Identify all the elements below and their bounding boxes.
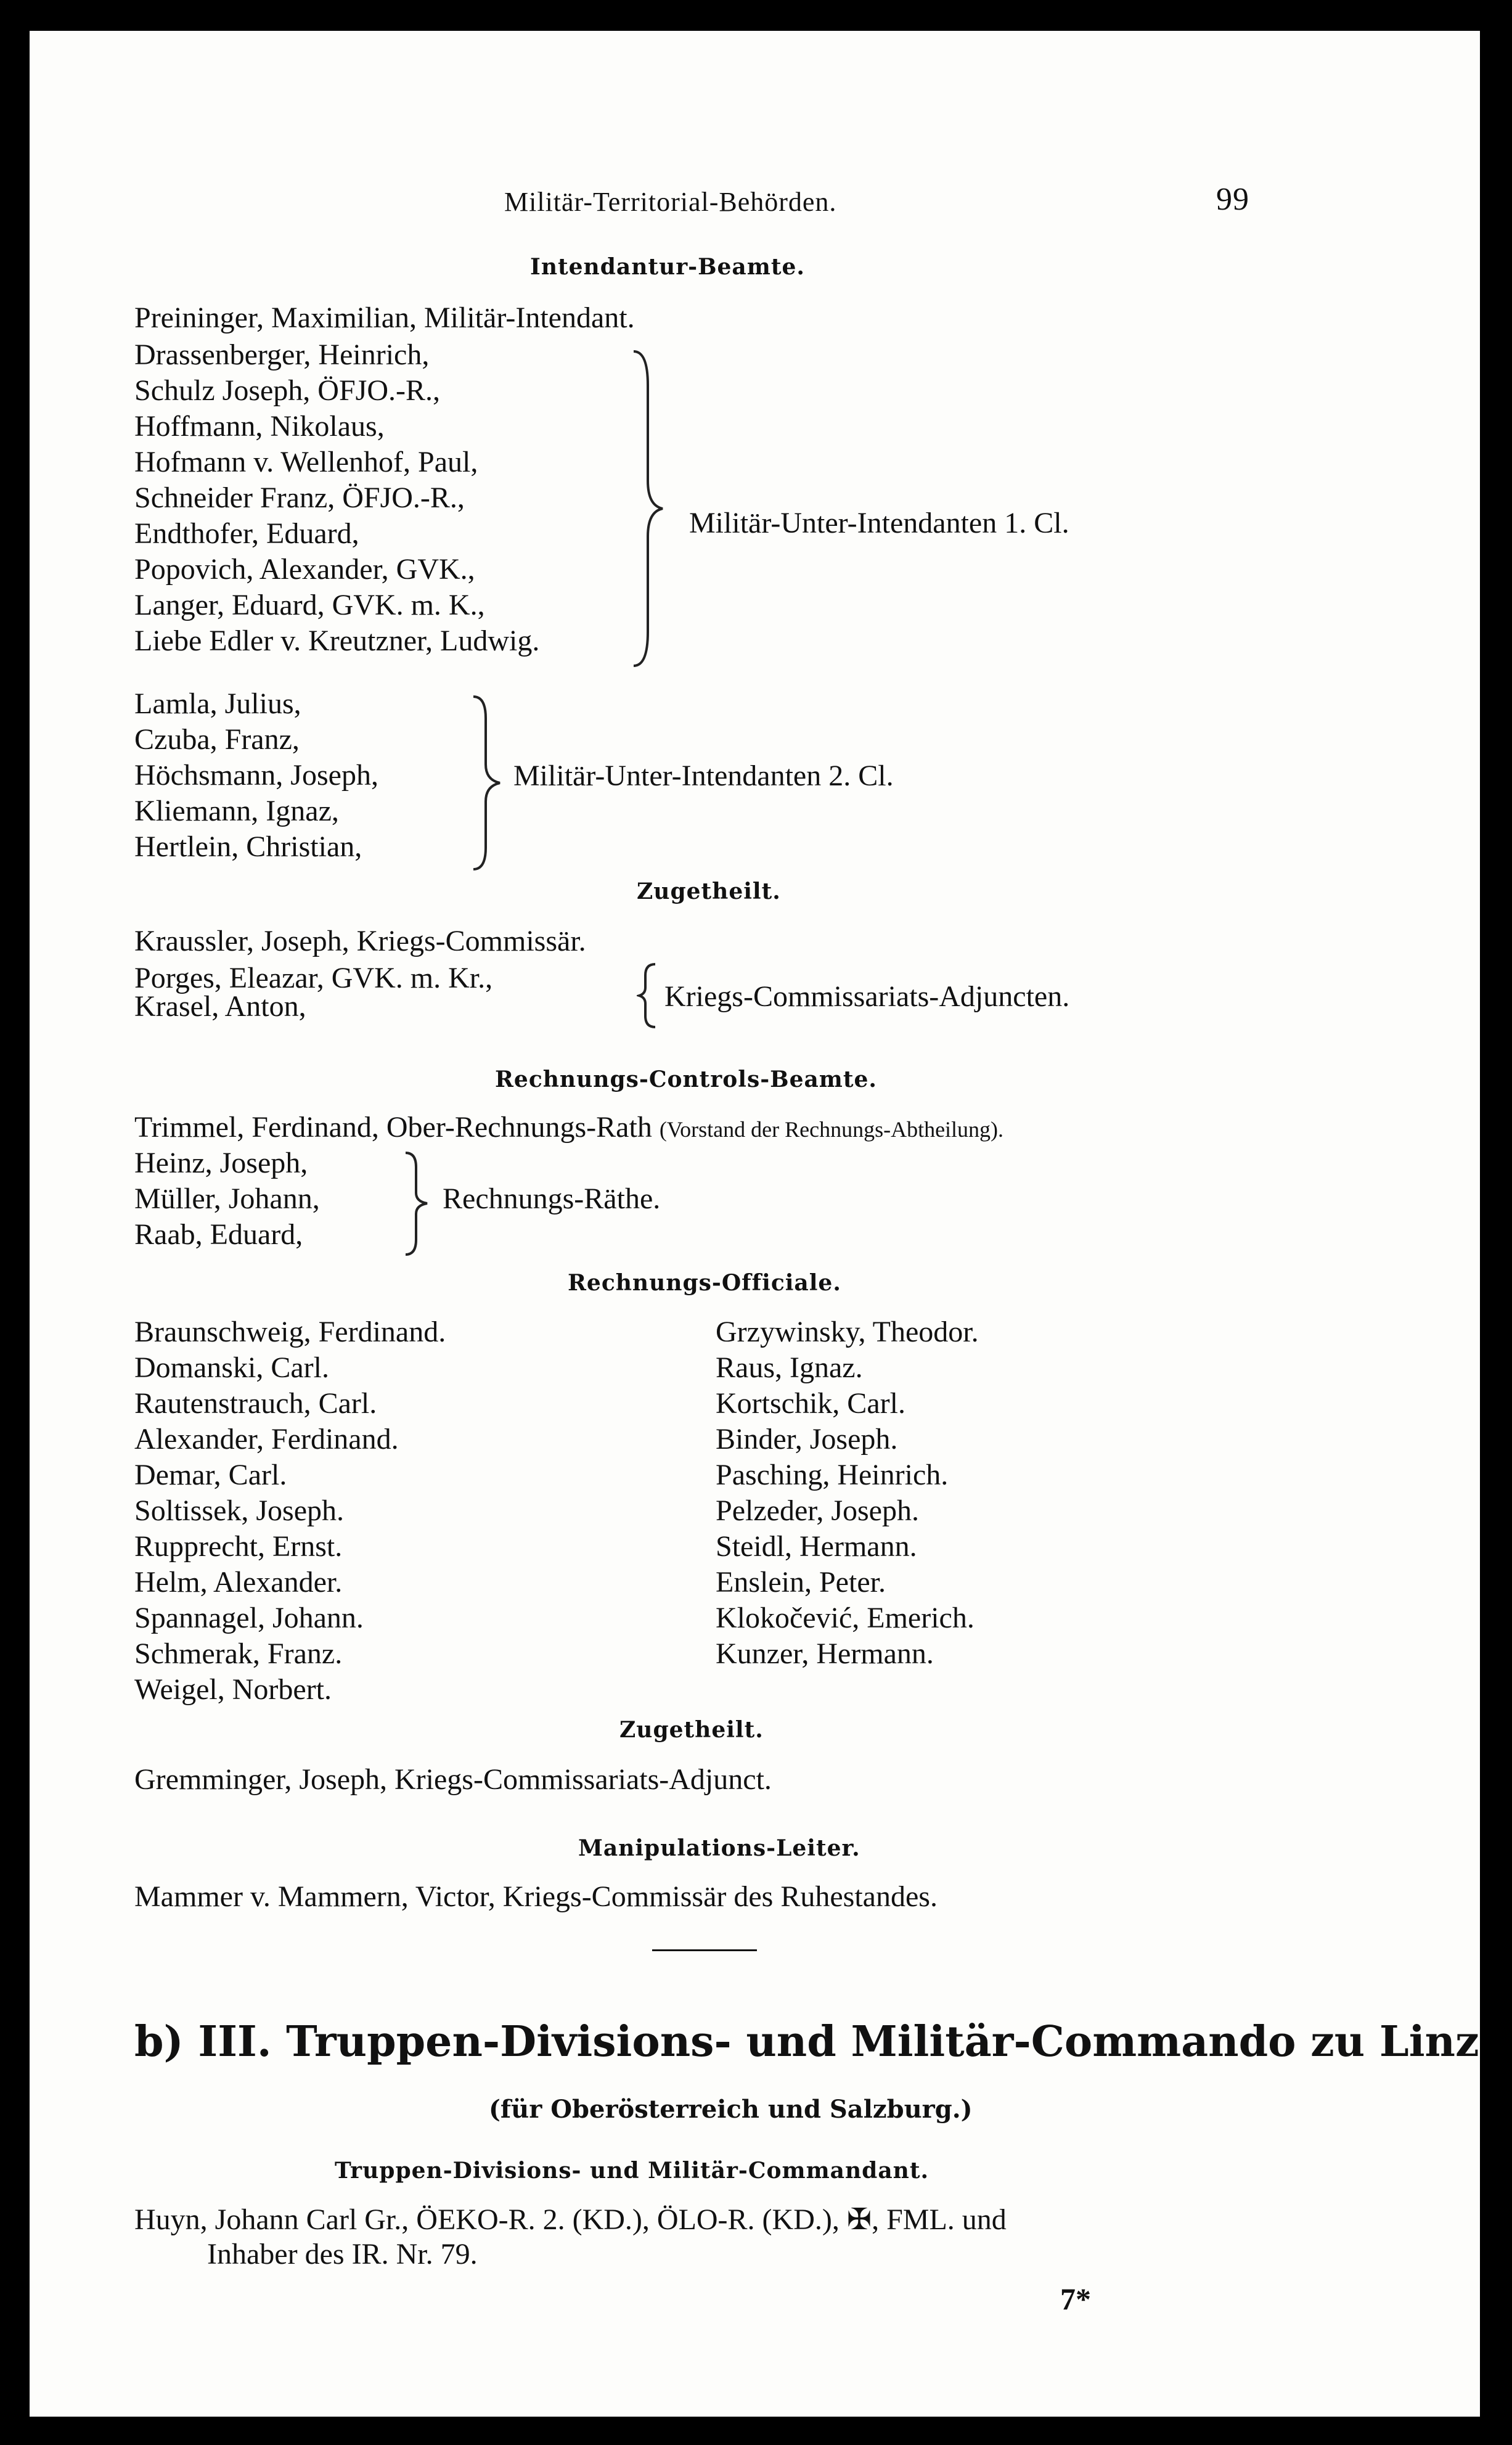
trimmel-line	[134, 1110, 1003, 1147]
division-subtitle: (für Oberösterreich und Salzburg.)	[489, 2095, 973, 2124]
officiale-left-column	[134, 1314, 446, 1708]
list-item: Schmerak, Franz.	[134, 1637, 343, 1670]
page	[30, 31, 1480, 2417]
list-item: Liebe Edler v. Kreutzner, Ludwig.	[134, 625, 540, 657]
list-item: Pelzeder, Joseph.	[716, 1494, 919, 1527]
list-item: Weigel, Norbert.	[134, 1673, 332, 1706]
section-heading-zugetheilt: Zugetheilt.	[637, 878, 781, 904]
unter-intendanten-2-label: Militär-Unter-Intendanten 2. Cl.	[513, 760, 894, 792]
list-item: Kortschik, Carl.	[716, 1387, 905, 1420]
trimmel-note: (Vorstand der Rechnungs-Abtheilung).	[659, 1117, 1004, 1142]
list-item: Langer, Eduard, GVK. m. K.,	[134, 589, 485, 621]
list-item: Klokočević, Emerich.	[716, 1602, 975, 1634]
division-title: b) III. Truppen-Divisions- und Militär-Commando zu Linz	[134, 2017, 1479, 2066]
list-item: Drassenberger, Heinrich,	[134, 338, 430, 371]
rechnungs-raethe-label: Rechnungs-Räthe.	[443, 1182, 661, 1215]
list-item: Pasching, Heinrich.	[716, 1459, 949, 1491]
list-item: Hoffmann, Nikolaus,	[134, 410, 385, 443]
section-heading-commandant: Truppen-Divisions- und Militär-Commandant.	[335, 2158, 930, 2184]
kraussler-line: Kraussler, Joseph, Kriegs-Commissär.	[134, 925, 586, 957]
list-item: Demar, Carl.	[134, 1459, 287, 1491]
huyn-line-1: Huyn, Johann Carl Gr., ÖEKO-R. 2. (KD.), ÖLO-R. (KD.), ✠, FML. und	[134, 2203, 1007, 2236]
officiale-right-column	[716, 1314, 979, 1672]
unter-intendanten-2-list	[134, 686, 378, 865]
rechnungs-raethe-list	[134, 1145, 320, 1253]
list-item: Heinz, Joseph,	[134, 1147, 308, 1179]
list-item: Rupprecht, Ernst.	[134, 1530, 343, 1563]
intendant-line: Preininger, Maximilian, Militär-Intendant.	[134, 301, 635, 334]
unter-intendanten-1-list	[134, 337, 539, 659]
list-item: Enslein, Peter.	[716, 1566, 886, 1599]
section-divider	[652, 1949, 757, 1951]
unter-intendanten-1-label: Militär-Unter-Intendanten 1. Cl.	[689, 507, 1069, 539]
adjuncten-label: Kriegs-Commissariats-Adjuncten.	[664, 980, 1070, 1013]
list-item: Braunschweig, Ferdinand.	[134, 1316, 446, 1348]
section-heading-manipulations-leiter: Manipulations-Leiter.	[578, 1835, 860, 1861]
list-item: Endthofer, Eduard,	[134, 517, 359, 550]
section-heading-intendantur: Intendantur-Beamte.	[530, 254, 805, 280]
list-item: Schulz Joseph, ÖFJO.-R.,	[134, 374, 441, 407]
list-item: Kliemann, Ignaz,	[134, 795, 339, 827]
right-brace-icon	[631, 348, 668, 669]
section-heading-rechnungs-controls: Rechnungs-Controls-Beamte.	[495, 1067, 877, 1092]
list-item: Porges, Eleazar, GVK. m. Kr.,	[134, 962, 493, 994]
list-item: Soltissek, Joseph.	[134, 1494, 345, 1527]
left-brace-icon	[637, 962, 661, 1030]
huyn-line-2: Inhaber des IR. Nr. 79.	[207, 2238, 478, 2271]
list-item: Steidl, Hermann.	[716, 1530, 917, 1563]
list-item: Krasel, Anton,	[134, 990, 306, 1023]
adjuncten-list	[134, 960, 492, 1025]
printer-signature: 7*	[1060, 2282, 1091, 2316]
list-item: Hofmann v. Wellenhof, Paul,	[134, 446, 478, 478]
trimmel-name: Trimmel, Ferdinand, Ober-Rechnungs-Rath	[134, 1111, 652, 1144]
running-header-title: Militär-Territorial-Behörden.	[504, 187, 837, 217]
list-item: Raab, Eduard,	[134, 1218, 303, 1251]
list-item: Domanski, Carl.	[134, 1351, 329, 1384]
list-item: Popovich, Alexander, GVK.,	[134, 553, 475, 586]
list-item: Rautenstrauch, Carl.	[134, 1387, 377, 1420]
list-item: Raus, Ignaz.	[716, 1351, 863, 1384]
list-item: Hertlein, Christian,	[134, 830, 362, 863]
section-heading-zugetheilt-2: Zugetheilt.	[619, 1717, 764, 1743]
gremminger-line: Gremminger, Joseph, Kriegs-Commissariats-Adjunct.	[134, 1763, 772, 1796]
list-item: Czuba, Franz,	[134, 723, 300, 756]
mammer-line: Mammer v. Mammern, Victor, Kriegs-Commissär des Ruhestandes.	[134, 1880, 938, 1913]
right-brace-icon	[403, 1150, 433, 1258]
page-number: 99	[1216, 182, 1249, 217]
section-heading-rechnungs-officiale: Rechnungs-Officiale.	[568, 1270, 841, 1296]
right-brace-icon	[470, 694, 507, 872]
list-item: Lamla, Julius,	[134, 687, 301, 720]
list-item: Grzywinsky, Theodor.	[716, 1316, 979, 1348]
list-item: Kunzer, Hermann.	[716, 1637, 934, 1670]
list-item: Höchsmann, Joseph,	[134, 759, 378, 792]
list-item: Spannagel, Johann.	[134, 1602, 364, 1634]
list-item: Müller, Johann,	[134, 1182, 320, 1215]
list-item: Alexander, Ferdinand.	[134, 1423, 399, 1456]
list-item: Helm, Alexander.	[134, 1566, 343, 1599]
list-item: Schneider Franz, ÖFJO.-R.,	[134, 481, 465, 514]
list-item: Binder, Joseph.	[716, 1423, 898, 1456]
